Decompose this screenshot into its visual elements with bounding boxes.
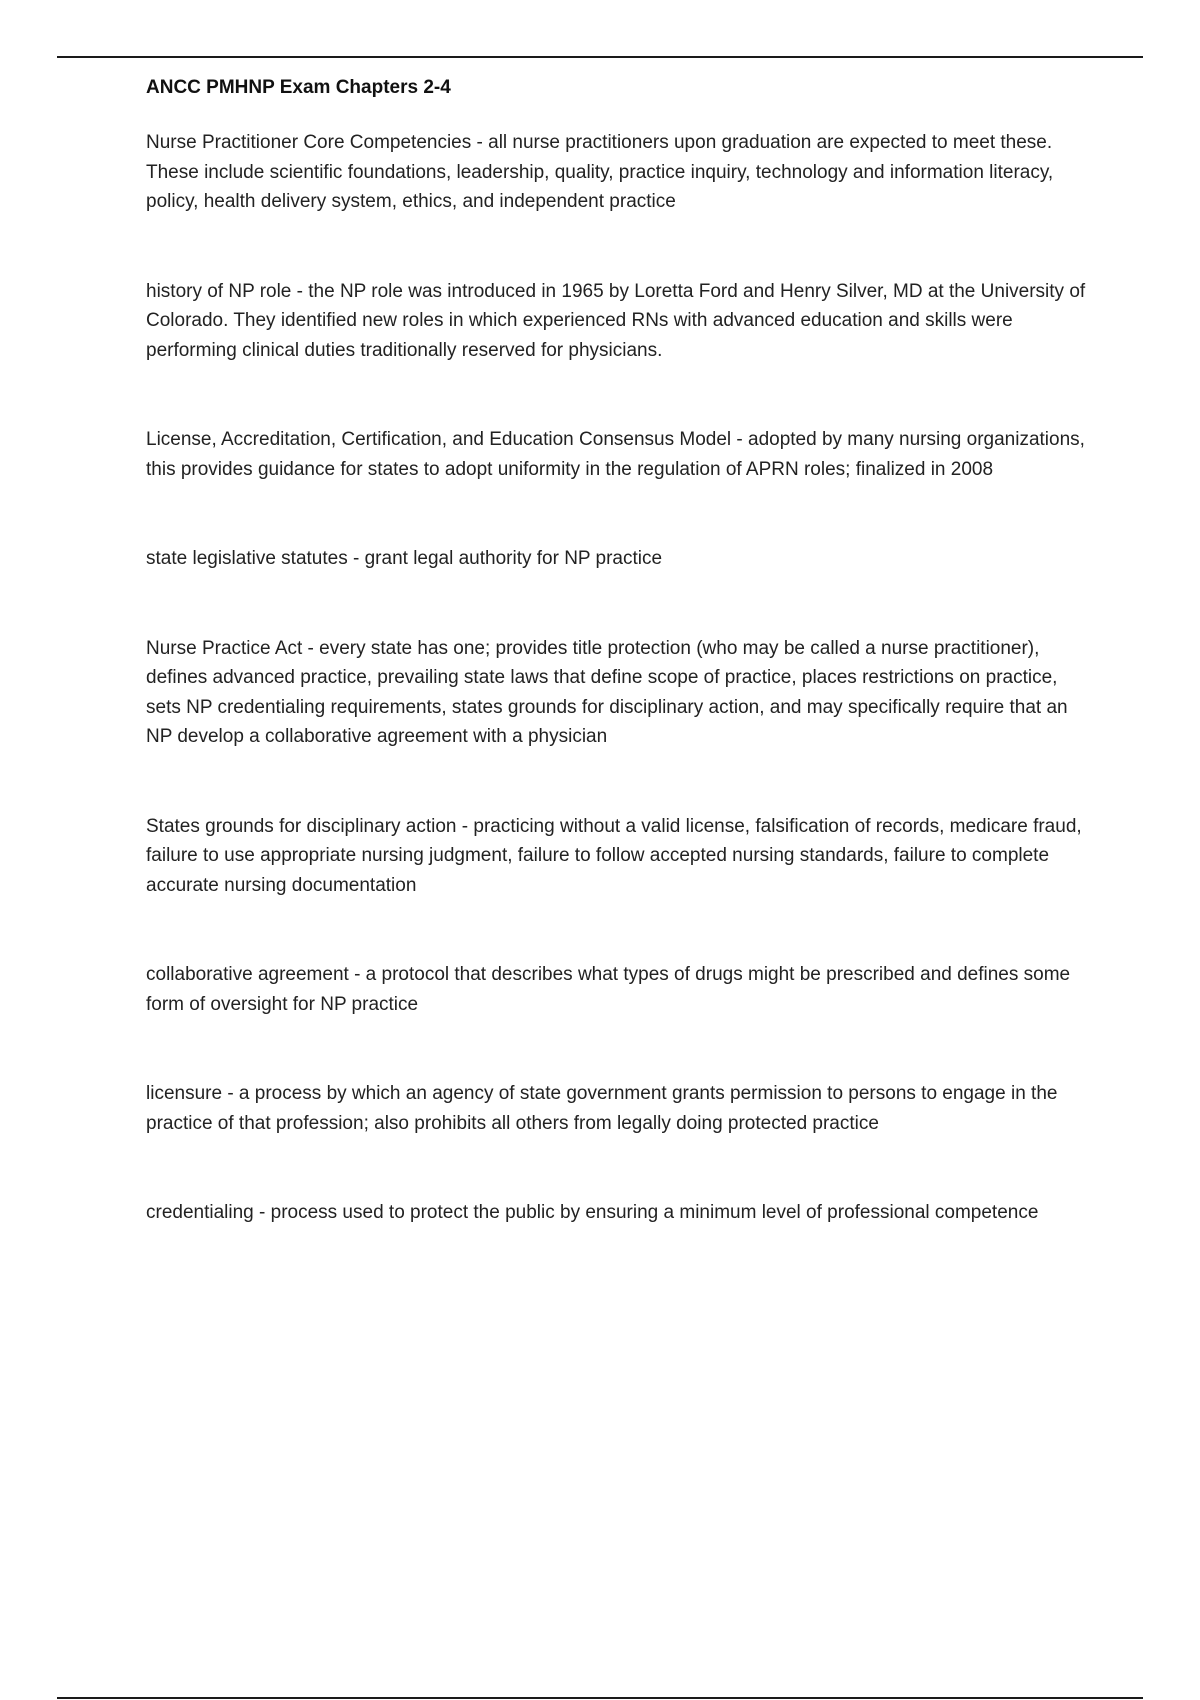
entry-collaborative-agreement: collaborative agreement - a protocol that describes what types of drugs might be prescribed and defines some form of oversight for NP practice — [146, 964, 1071, 1015]
entry-consensus-model: License, Accreditation, Certification, and Education Consensus Model - adopted by many nursing organizations, this provides guidance for states to adopt uniformity in the regulation of APRN roles; finalized in 2008 — [146, 429, 1085, 480]
entry-core-competencies: Nurse Practitioner Core Competencies - all nurse practitioners upon graduation are expected to meet these. These include scientific foundations, leadership, quality, practice inquiry, technology and information literacy, policy, health delivery system, ethics, and independent practice — [146, 132, 1054, 212]
entry-credentialing: credentialing - process used to protect the public by ensuring a minimum level of professional competence — [146, 1202, 1039, 1223]
entry-state-legislative-statutes: state legislative statutes - grant legal authority for NP practice — [146, 548, 663, 569]
document-body — [146, 73, 1096, 1288]
top-rule — [57, 56, 1143, 58]
document-title: ANCC PMHNP Exam Chapters 2-4 — [146, 77, 451, 98]
entry-disciplinary-action: States grounds for disciplinary action - practicing without a valid license, falsification of records, medicare fraud, failure to use appropriate nursing judgment, failure to follow accepted nursing standards, failure to complete accurate nursing documentation — [146, 815, 1082, 896]
bottom-rule — [57, 1697, 1143, 1699]
entry-nurse-practice-act: Nurse Practice Act - every state has one; provides title protection (who may be called a nurse practitioner), defines advanced practice, prevailing state laws that define scope of practice, places restrictions on practice, sets NP credentialing requirements, states grounds for disciplinary action, and may specifically require that an NP develop a collaborative agreement with a physician — [146, 637, 1068, 747]
entry-licensure: licensure - a process by which an agency of state government grants permission to persons to engage in the practice of that profession; also prohibits all others from legally doing protected practice — [146, 1083, 1058, 1134]
entry-history-np-role: history of NP role - the NP role was introduced in 1965 by Loretta Ford and Henry Silver, MD at the University of Colorado. They identified new roles in which experienced RNs with advanced education and skills were performing clinical duties traditionally reserved for physicians. — [146, 280, 1086, 361]
